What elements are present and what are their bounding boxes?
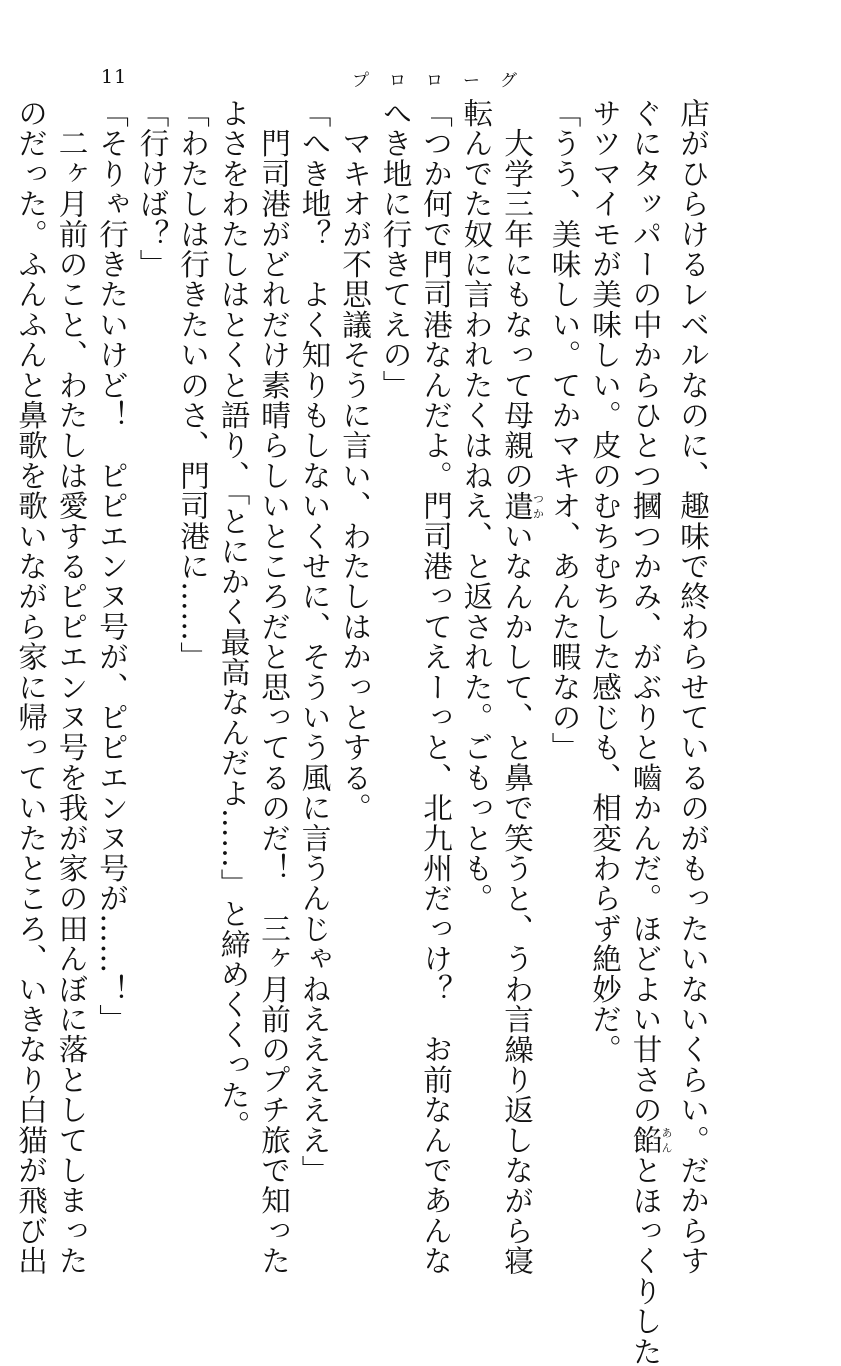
text-line: マキオが不思議そうに言い、わたしはかっとする。 <box>338 98 372 823</box>
text-line: 「へき地？ よく知りもしないくせに、そういう風に言うんじゃねえええええ」 <box>297 98 332 1186</box>
text-line: 転んでた奴に言われたくはねえ、と返された。ごもっとも。 <box>459 98 494 914</box>
furigana: 遣つか <box>500 490 545 521</box>
furigana-reading: あん <box>660 1124 673 1156</box>
text-line: へき地に行きてえの」 <box>378 98 413 400</box>
text-line: 店がひらけるレベルなのに、趣味で終わらせているのがもったいないくらい。だからす <box>676 98 710 1276</box>
text-line: のだった。ふんふんと鼻歌を歌いながら家に帰っていたところ、いきなり白猫が飛び出 <box>14 98 48 1276</box>
furigana: 餡あん <box>628 1124 673 1156</box>
text-line: 門司港がどれだけ素晴らしいところだと思ってるのだ！ 三ヶ月前のプチ旅で知った <box>257 98 291 1276</box>
text-line: 「わたしは行きたいのさ、門司港に……」 <box>176 98 210 672</box>
text-line: 「行けば？」 <box>135 98 170 280</box>
text-line: 「うう、美味しい。てかマキオ、あんた暇なの」 <box>547 98 582 763</box>
text-line: ぐにタッパーの中からひとつ摑つかみ、がぶりと嚙かんだ。ほどよい甘さの餡あんとほっくりした <box>628 98 673 1366</box>
text-line: 「つか何で門司港なんだよ。門司港ってえーっと、北九州だっけ？ お前なんであんな <box>419 98 453 1276</box>
text-line: 二ヶ月前のこと、わたしは愛するピピエンヌ号を我が家の田んぼに落としてしまった <box>54 98 89 1276</box>
body-text <box>14 98 713 1366</box>
furigana-reading: つか <box>531 490 545 521</box>
chapter-title: プロローグ <box>352 71 537 91</box>
text-line: 大学三年にもなって母親の遣つかいなんかして、と鼻で笑うと、うわ言繰り返しながら寝 <box>500 98 545 1276</box>
text-line: よさをわたしはとくと語り、「とにかく最高なんだよ……」と締めくくった。 <box>216 98 251 1141</box>
text-line: サツマイモが美味しい。皮のむちむちした感じも、相変わらず絶妙だ。 <box>588 98 622 1065</box>
text-line: 「そりゃ行きたいけど！ ピピエンヌ号が、ピピエンヌ号が……！」 <box>95 98 129 1035</box>
page-number: 11 <box>101 66 128 88</box>
